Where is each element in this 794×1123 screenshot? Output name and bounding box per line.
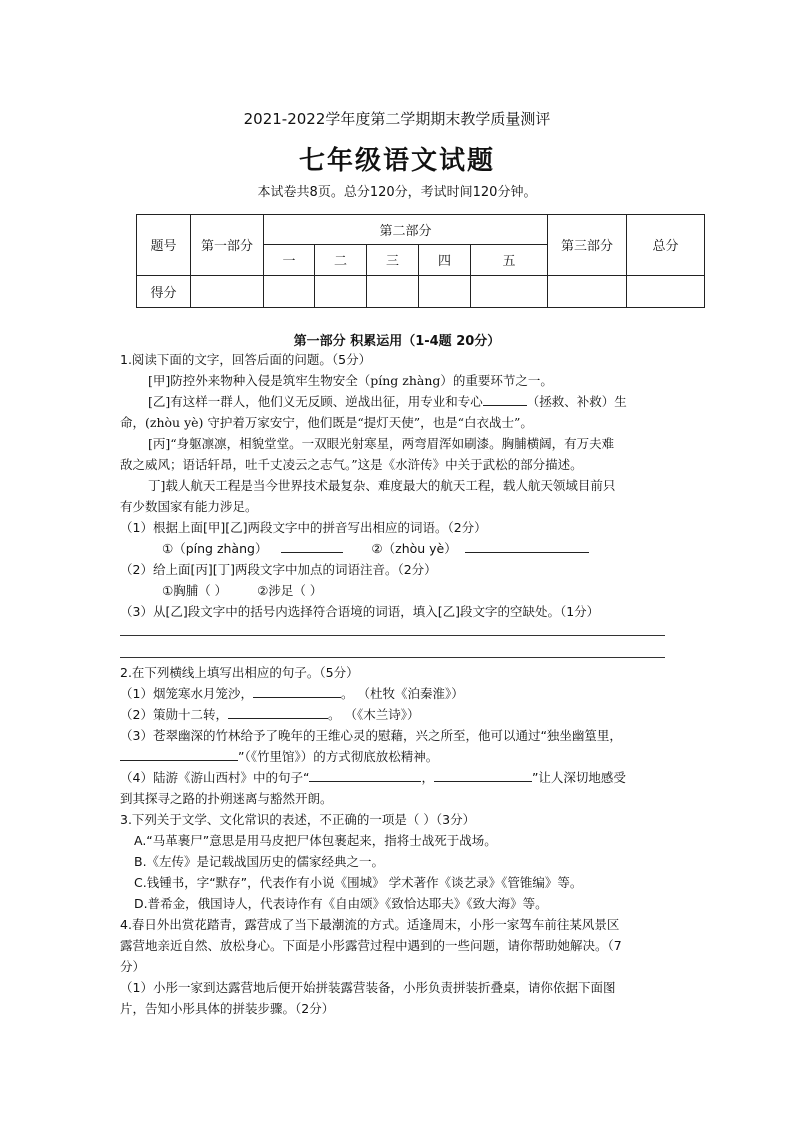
q2-s3-text: ”（《竹里馆》）的方式彻底放松精神。 [238,749,439,764]
score-cell[interactable] [367,275,419,307]
q3-stem: 3.下列关于文学、文化常识的表述，不正确的一项是（ ）（3分） [120,812,476,827]
q2-s4-comma: ， [421,770,434,785]
q2-s2-source: 。 （《木兰诗》） [327,707,420,722]
section1-heading: 第一部分 积累运用（1-4题 20分） [293,334,501,349]
q1-para-yi-1b: （拯救、补救）生 [526,394,627,409]
q1-sub1: （1）根据上面[甲][乙]两段文字中的拼音写出相应的词语。（2分） [120,520,487,535]
answer-line[interactable] [120,657,665,658]
q2-s2-blank[interactable] [228,706,328,719]
score-header-question: 题号 [137,215,191,276]
q1-sub3: （3）从[乙]段文字中的括号内选择符合语境的词语，填入[乙]段文字的空缺处。（1分） [120,604,600,619]
score-sub-3: 三 [367,245,419,275]
score-cell[interactable] [191,275,264,307]
q2-s1-blank[interactable] [253,685,341,698]
score-row-label: 得分 [137,275,191,307]
q2-s2 [120,706,419,724]
q2-s4 [120,769,626,787]
q1-para-yi-1 [148,393,627,411]
q2-s2-text: （2）策勋十二转， [120,707,228,722]
q3-option-b: B.《左传》是记载战国历史的儒家经典之一。 [134,854,385,869]
score-cell[interactable] [471,275,548,307]
q2-s3b [120,748,438,766]
q2-s4-text: （4）陆游《游山西村》中的句子“ [120,770,310,785]
score-cell[interactable] [264,275,315,307]
q1-sub2-b: ②涉足（ ） [257,583,323,598]
score-cell[interactable] [548,275,627,307]
q4-sub1-1: （1）小彤一家到达露营地后便开始拼装露营装备，小彤负责拼装折叠桌，请你依据下面图 [120,980,616,995]
q4-stem-3: 分） [120,959,146,974]
exam-note: 本试卷共8页。总分120分，考试时间120分钟。 [257,185,537,200]
score-cell[interactable] [315,275,367,307]
score-header-total: 总分 [627,215,705,276]
q2-s1-source: 。 （杜牧《泊秦淮》） [340,686,464,701]
score-cell[interactable] [627,275,705,307]
score-sub-1: 一 [264,245,315,275]
q1-para-ding-2: 有少数国家有能力涉足。 [120,499,258,514]
q2-s4-tail: ”让人深切地感受 [531,770,626,785]
q4-stem-2: 露营地亲近自然、放松身心。下面是小彤露营过程中遇到的一些问题，请你帮助她解决。（7 [120,938,622,953]
q1-para-bing-1: [丙]“身躯凛凛，相貌堂堂。一双眼光射寒星，两弯眉浑如刷漆。胸脯横阔，有万夫难 [148,436,615,451]
score-header-part3: 第三部分 [548,215,627,276]
q1-sub2-answers [162,582,322,600]
q1-sub1-a-blank[interactable] [281,540,343,553]
term-heading: 2021-2022学年度第二学期期末教学质量测评 [243,110,551,128]
q1-blank-yi[interactable] [483,393,527,406]
q2-s4d: 到其探寻之路的扑朔迷离与豁然开朗。 [120,791,333,806]
score-header-part2: 第二部分 [264,215,548,245]
score-cell[interactable] [419,275,471,307]
score-sub-5: 五 [471,245,548,275]
q1-sub2: （2）给上面[丙][丁]两段文字中加点的词语注音。（2分） [120,562,437,577]
answer-line[interactable] [120,635,665,636]
q1-para-jia: [甲]防控外来物种入侵是筑牢生物安全（píng zhàng）的重要环节之一。 [148,373,553,388]
q1-stem: 1.阅读下面的文字，回答后面的问题。（5分） [120,352,372,367]
score-sub-2: 二 [315,245,367,275]
q2-stem: 2.在下列横线上填写出相应的句子。（5分） [120,665,359,680]
q1-sub2-a: ①胸脯（ ） [162,583,228,598]
q1-sub1-a-label: ①（píng zhàng） [162,541,268,556]
q2-s1 [120,685,464,703]
q3-option-a: A.“马革裹尸”意思是用马皮把尸体包裹起来，指将士战死于战场。 [134,833,497,848]
score-table [136,214,705,308]
q1-sub1-b-label: ②（zhòu yè） [371,541,457,556]
exam-title: 七年级语文试题 [298,146,495,176]
q4-stem-1: 4.春日外出赏花踏青，露营成了当下最潮流的方式。适逢周末，小彤一家驾车前往某风景区 [120,917,620,932]
score-header-part1: 第一部分 [191,215,264,276]
q1-para-yi-2: 命，(zhòu yè) 守护着万家安宁，他们既是“提灯天使”，也是“白衣战士”。 [120,415,533,430]
q1-sub1-answers [162,540,589,558]
q2-s4-blank-1[interactable] [309,769,421,782]
q2-s1-text: （1）烟笼寒水月笼沙， [120,686,253,701]
q2-s3a: （3）苍翠幽深的竹林给予了晚年的王维心灵的慰藉，兴之所至，他可以通过“独坐幽篁里， [120,728,622,743]
q2-s4-blank-2[interactable] [434,769,532,782]
q2-s3-blank[interactable] [120,748,238,761]
q1-para-bing-2: 敌之威风；语话轩昂，吐千丈凌云之志气。”这是《水浒传》中关于武松的部分描述。 [120,457,583,472]
score-sub-4: 四 [419,245,471,275]
q3-option-d: D.普希金，俄国诗人，代表诗作有《自由颂》《致恰达耶夫》《致大海》等。 [134,896,548,911]
q3-option-c: C.钱锺书，字“默存”，代表作有小说《围城》 学术著作《谈艺录》《管锥编》等。 [134,875,583,890]
q1-sub1-b-blank[interactable] [465,540,589,553]
q1-para-ding-1: 丁]载人航天工程是当今世界技术最复杂、难度最大的航天工程，载人航天领域目前只 [148,478,616,493]
q4-sub1-2: 片，告知小彤具体的拼装步骤。（2分） [120,1001,335,1016]
q1-para-yi-1a: [乙]有这样一群人，他们义无反顾、逆战出征，用专业和专心 [148,394,483,409]
